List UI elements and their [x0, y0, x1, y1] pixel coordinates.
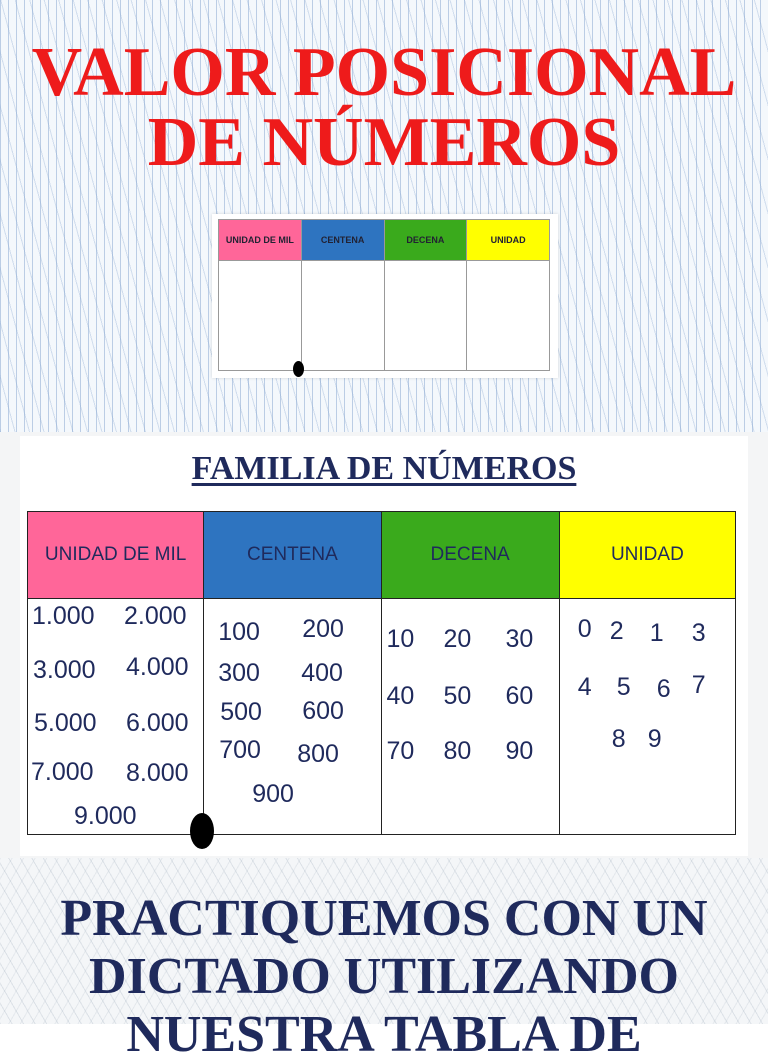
- small-header-centena: CENTENA: [302, 220, 385, 260]
- number-100: 100: [218, 618, 260, 646]
- number-4: 4: [577, 673, 592, 701]
- number-1: 1: [649, 619, 664, 647]
- number-family-table: [27, 511, 736, 835]
- small-black-dot: [293, 361, 304, 377]
- number-8: 8: [611, 725, 626, 753]
- number-7: 7: [691, 671, 706, 699]
- title-line-2: DE NÚMEROS: [147, 104, 621, 181]
- number-300: 300: [218, 659, 260, 687]
- number-600: 600: [302, 697, 344, 725]
- number-7000: 7.000: [31, 758, 94, 786]
- column-unidad: [560, 599, 735, 835]
- number-50: 50: [443, 682, 472, 710]
- number-6: 6: [656, 675, 671, 703]
- number-500: 500: [220, 698, 262, 726]
- header-unidad-de-mil: UNIDAD DE MIL: [28, 512, 204, 598]
- number-2: 2: [609, 617, 624, 645]
- small-place-value-table: [218, 219, 550, 371]
- number-900: 900: [252, 780, 294, 808]
- subtitle: FAMILIA DE NÚMEROS: [191, 450, 577, 487]
- column-unidad-de-mil: [28, 599, 204, 835]
- number-1000: 1.000: [32, 602, 95, 630]
- number-200: 200: [302, 615, 344, 643]
- small-cell-unidad-de-mil: [219, 261, 302, 371]
- number-800: 800: [297, 740, 339, 768]
- number-6000: 6.000: [126, 709, 189, 737]
- number-3: 3: [691, 619, 706, 647]
- number-70: 70: [386, 737, 415, 765]
- small-cell-decena: [385, 261, 468, 371]
- number-700: 700: [219, 736, 261, 764]
- header-unidad: UNIDAD: [560, 512, 735, 598]
- practice-line-3: NUESTRA TABLA DE: [126, 1006, 642, 1063]
- number-5: 5: [616, 673, 631, 701]
- number-4000: 4.000: [126, 653, 189, 681]
- small-header-decena: DECENA: [385, 220, 468, 260]
- column-decena: [382, 599, 560, 835]
- practice-line-2: DICTADO UTILIZANDO: [89, 948, 679, 1005]
- number-5000: 5.000: [34, 709, 97, 737]
- header-decena: DECENA: [382, 512, 560, 598]
- number-0: 0: [577, 615, 592, 643]
- number-30: 30: [505, 625, 534, 653]
- number-400: 400: [301, 659, 343, 687]
- title-line-1: VALOR POSICIONAL: [31, 34, 737, 111]
- number-9: 9: [647, 725, 662, 753]
- small-cell-centena: [302, 261, 385, 371]
- number-40: 40: [386, 682, 415, 710]
- practice-line-1: PRACTIQUEMOS CON UN: [60, 890, 708, 947]
- number-60: 60: [505, 682, 534, 710]
- number-3000: 3.000: [33, 656, 96, 684]
- number-90: 90: [505, 737, 534, 765]
- number-8000: 8.000: [126, 759, 189, 787]
- practice-text: [0, 890, 768, 1064]
- big-black-dot: [190, 813, 214, 849]
- number-80: 80: [443, 737, 472, 765]
- number-2000: 2.000: [124, 602, 187, 630]
- small-cell-unidad: [467, 261, 549, 371]
- number-20: 20: [443, 625, 472, 653]
- small-header-unidad-de-mil: UNIDAD DE MIL: [219, 220, 302, 260]
- number-9000: 9.000: [74, 802, 137, 830]
- number-10: 10: [386, 625, 415, 653]
- header-centena: CENTENA: [204, 512, 381, 598]
- column-centena: [204, 599, 381, 835]
- small-header-unidad: UNIDAD: [467, 220, 549, 260]
